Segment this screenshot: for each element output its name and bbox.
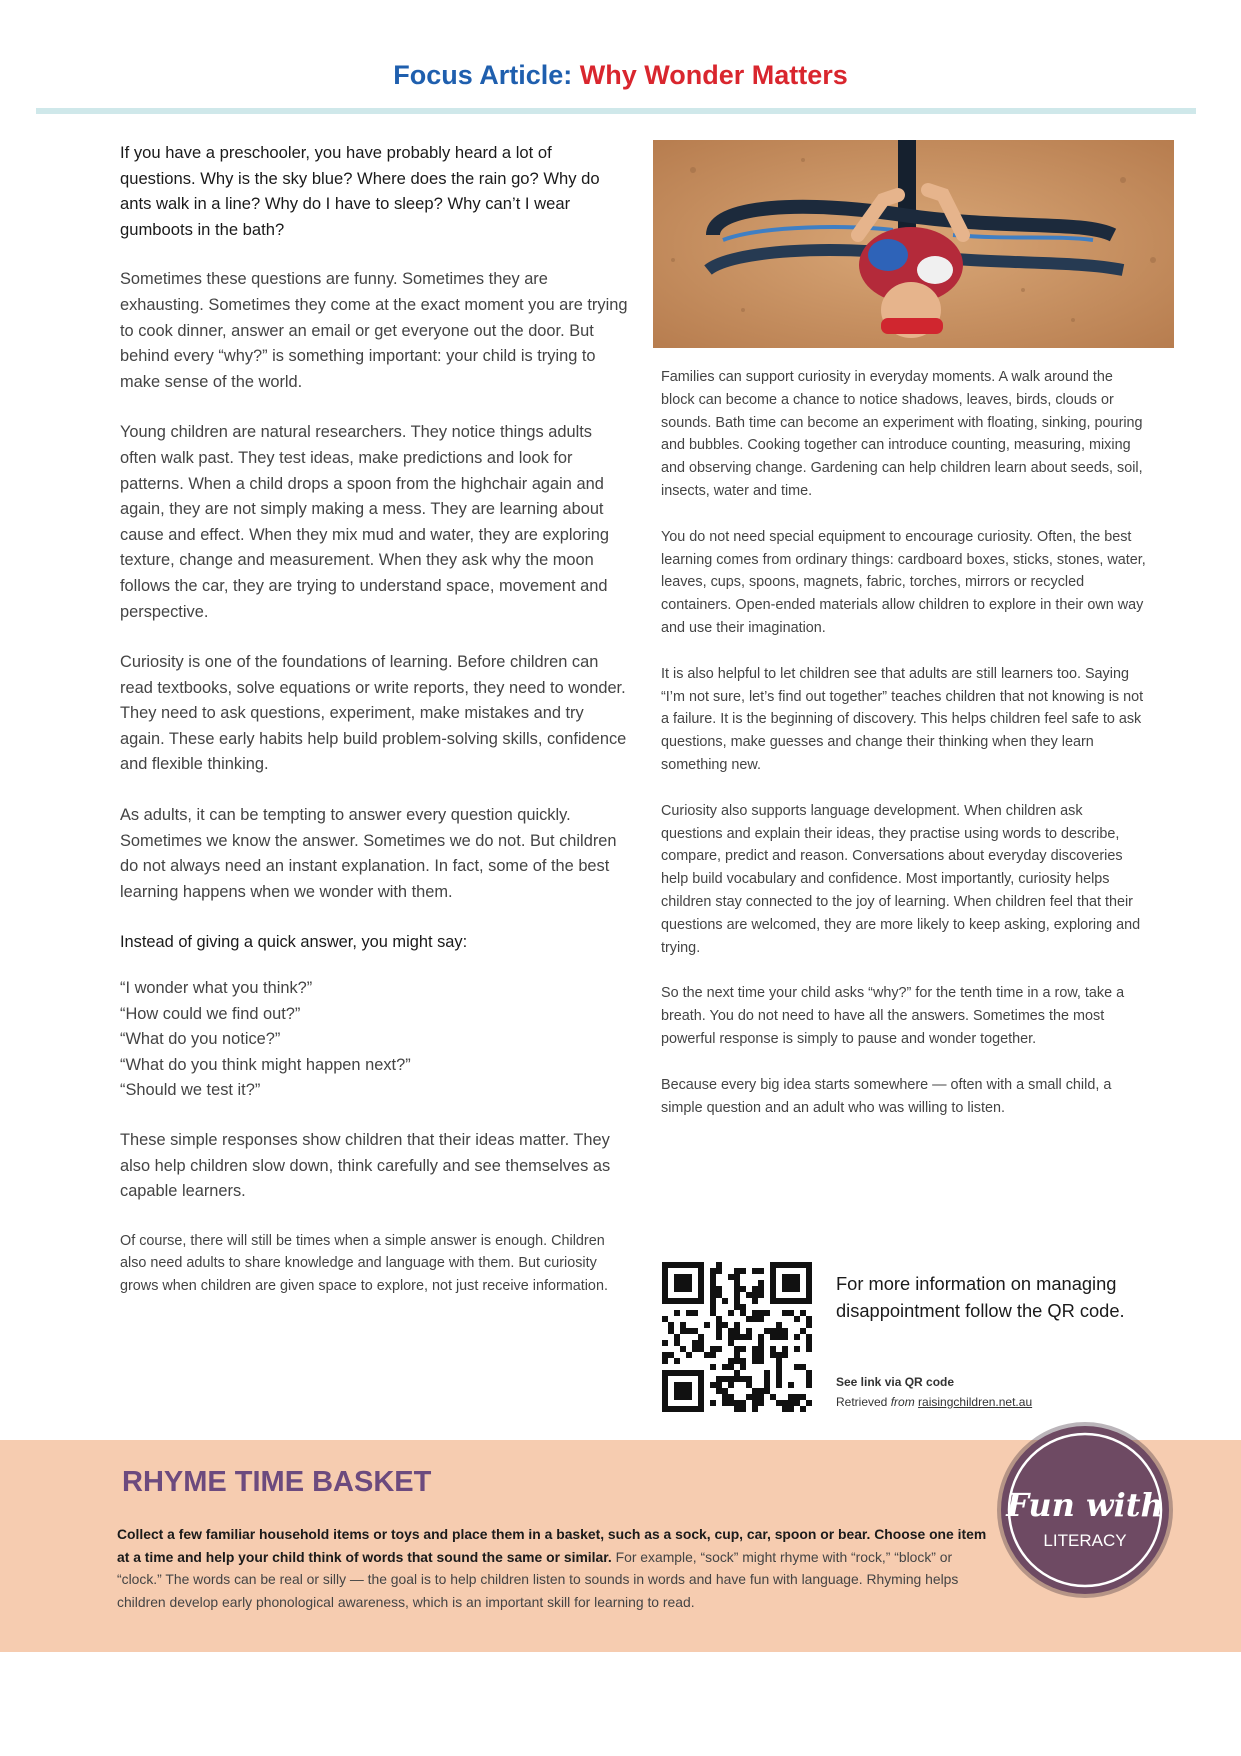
logo-caps-text: LITERACY: [1043, 1531, 1127, 1550]
paragraph: You do not need special equipment to encourage curiosity. Often, the best learning comes from ordinary things: cardboard boxes, sticks, stones, water, leaves, cups, spoons, magnets, fabric, torches, mirrors or recycled containers. Open-ended materials allow children to explore in their own way and use their imagination.: [661, 528, 1146, 636]
paragraph: Sometimes these questions are funny. Sometimes they are exhausting. Sometimes they come at the exact moment you are trying to cook dinner, answer an email or get everyone out the door. But behind every “why?” is something important: your child is trying to make sense of the world.: [120, 270, 628, 391]
right-column: [661, 366, 1146, 1142]
subheading: Instead of giving a quick answer, you might say:: [120, 933, 468, 952]
left-column: [120, 140, 630, 1323]
paragraph: As adults, it can be tempting to answer every question quickly. Sometimes we know the answer. Sometimes we do not. But children do not always need an instant explanation. In fact, some of the best learning happens when we wonder with them.: [120, 806, 617, 901]
child-climbing-photo: [653, 140, 1174, 348]
qr-info-text: For more information on managing disappointment follow the QR code.: [836, 1273, 1125, 1321]
paragraph: Of course, there will still be times when a simple answer is enough. Children also need adults to share knowledge and language with them. But curiosity grows when children are given space to explore, not just receive information.: [120, 1232, 608, 1294]
qr-code[interactable]: [662, 1262, 812, 1412]
source-link[interactable]: raisingchildren.net.au: [918, 1395, 1033, 1409]
paragraph: These simple responses show children that their ideas matter. They also help children slow down, think carefully and see themselves as capable learners.: [120, 1131, 611, 1201]
paragraph: Young children are natural researchers. They notice things adults often walk past. They test ideas, make predictions and look for patterns. When a child drops a spoon from the highchair again and again, they are not simply making a mess. They are learning about cause and effect. When they mix mud and water, they are exploring texture, change and measurement. When they ask why the moon follows the car, they are trying to understand space, movement and perspective.: [120, 423, 609, 621]
paragraph: Because every big idea starts somewhere — often with a small child, a simple question and an adult who was willing to listen.: [661, 1076, 1112, 1116]
title-divider: [36, 108, 1196, 114]
rhyme-text: [117, 1523, 997, 1613]
rhyme-title: RHYME TIME BASKET: [122, 1466, 432, 1498]
quote-item: “Should we test it?”: [120, 1081, 261, 1100]
quote-item: “How could we find out?”: [120, 1004, 301, 1023]
paragraph: Families can support curiosity in everyday moments. A walk around the block can become a chance to notice shadows, leaves, birds, clouds or sounds. Bath time can become an experiment with floating, sinking, pouring and bubbles. Cooking together can introduce counting, measuring, mixing and observing change. Gardening can help children learn about seeds, soil, insects, water and time.: [661, 369, 1143, 499]
paragraph: It is also helpful to let children see that adults are still learners too. Saying “I’m not sure, let’s find out together” teaches children that not knowing is not a failure. It is the beginning of discovery. This helps children feel safe to ask questions, make guesses and change their thinking when they learn something new.: [661, 665, 1144, 773]
article-title: [0, 60, 1241, 91]
retrieved-line: Retrieved from raisingchildren.net.au: [836, 1395, 1033, 1409]
title-main: Why Wonder Matters: [579, 60, 848, 90]
paragraph: Curiosity also supports language development. When children ask questions and explain their ideas, they practise using words to describe, compare, predict and reason. Conversations about everyday discoveries help build vocabulary and confidence. Most importantly, curiosity helps children stay connected to the joy of learning. When children feel that their questions are welcomed, they are more likely to keep asking, exploring and trying.: [661, 802, 1141, 956]
quote-item: “What do you think might happen next?”: [120, 1055, 411, 1074]
paragraph: Curiosity is one of the foundations of learning. Before children can read textbooks, solve equations or write reports, they need to wonder. They need to ask questions, experiment, make mistakes and try again. These early habits help build problem-solving skills, confidence and flexible thinking.: [120, 653, 627, 774]
source-note: [836, 1372, 1166, 1412]
see-link-label: See link via QR code: [836, 1375, 955, 1389]
lead-paragraph: If you have a preschooler, you have probably heard a lot of questions. Why is the sky blue? Where does the rain go? Why do ants walk in a line? Why do I have to sleep? Why can’t I wear gumboots in the bath?: [120, 143, 600, 239]
fun-with-literacy-logo: [995, 1420, 1175, 1600]
quote-item: “What do you notice?”: [120, 1030, 281, 1049]
rhyme-bold-text: Collect a few familiar household items or toys and place them in a basket, such as a sock, cup, car, spoon or bear. Choose one item at a time and help your child think of words that sound the same or similar.: [117, 1526, 987, 1565]
logo-script-text: Fun with: [1006, 1486, 1164, 1524]
quote-item: “I wonder what you think?”: [120, 979, 313, 998]
title-prefix: Focus Article:: [393, 60, 573, 90]
paragraph: So the next time your child asks “why?” for the tenth time in a row, take a breath. You do not need to have all the answers. Sometimes the most powerful response is simply to pause and wonder together.: [661, 985, 1125, 1047]
quote-list: [120, 976, 630, 1104]
rhyme-body-text: For example, “sock” might rhyme with “rock,” “block” or “clock.” The words can be real or silly — the goal is to help children listen to sounds in words and have fun with language. Rhyming helps children develop early phonological awareness, which is an important skill for learning to read.: [117, 1548, 959, 1610]
